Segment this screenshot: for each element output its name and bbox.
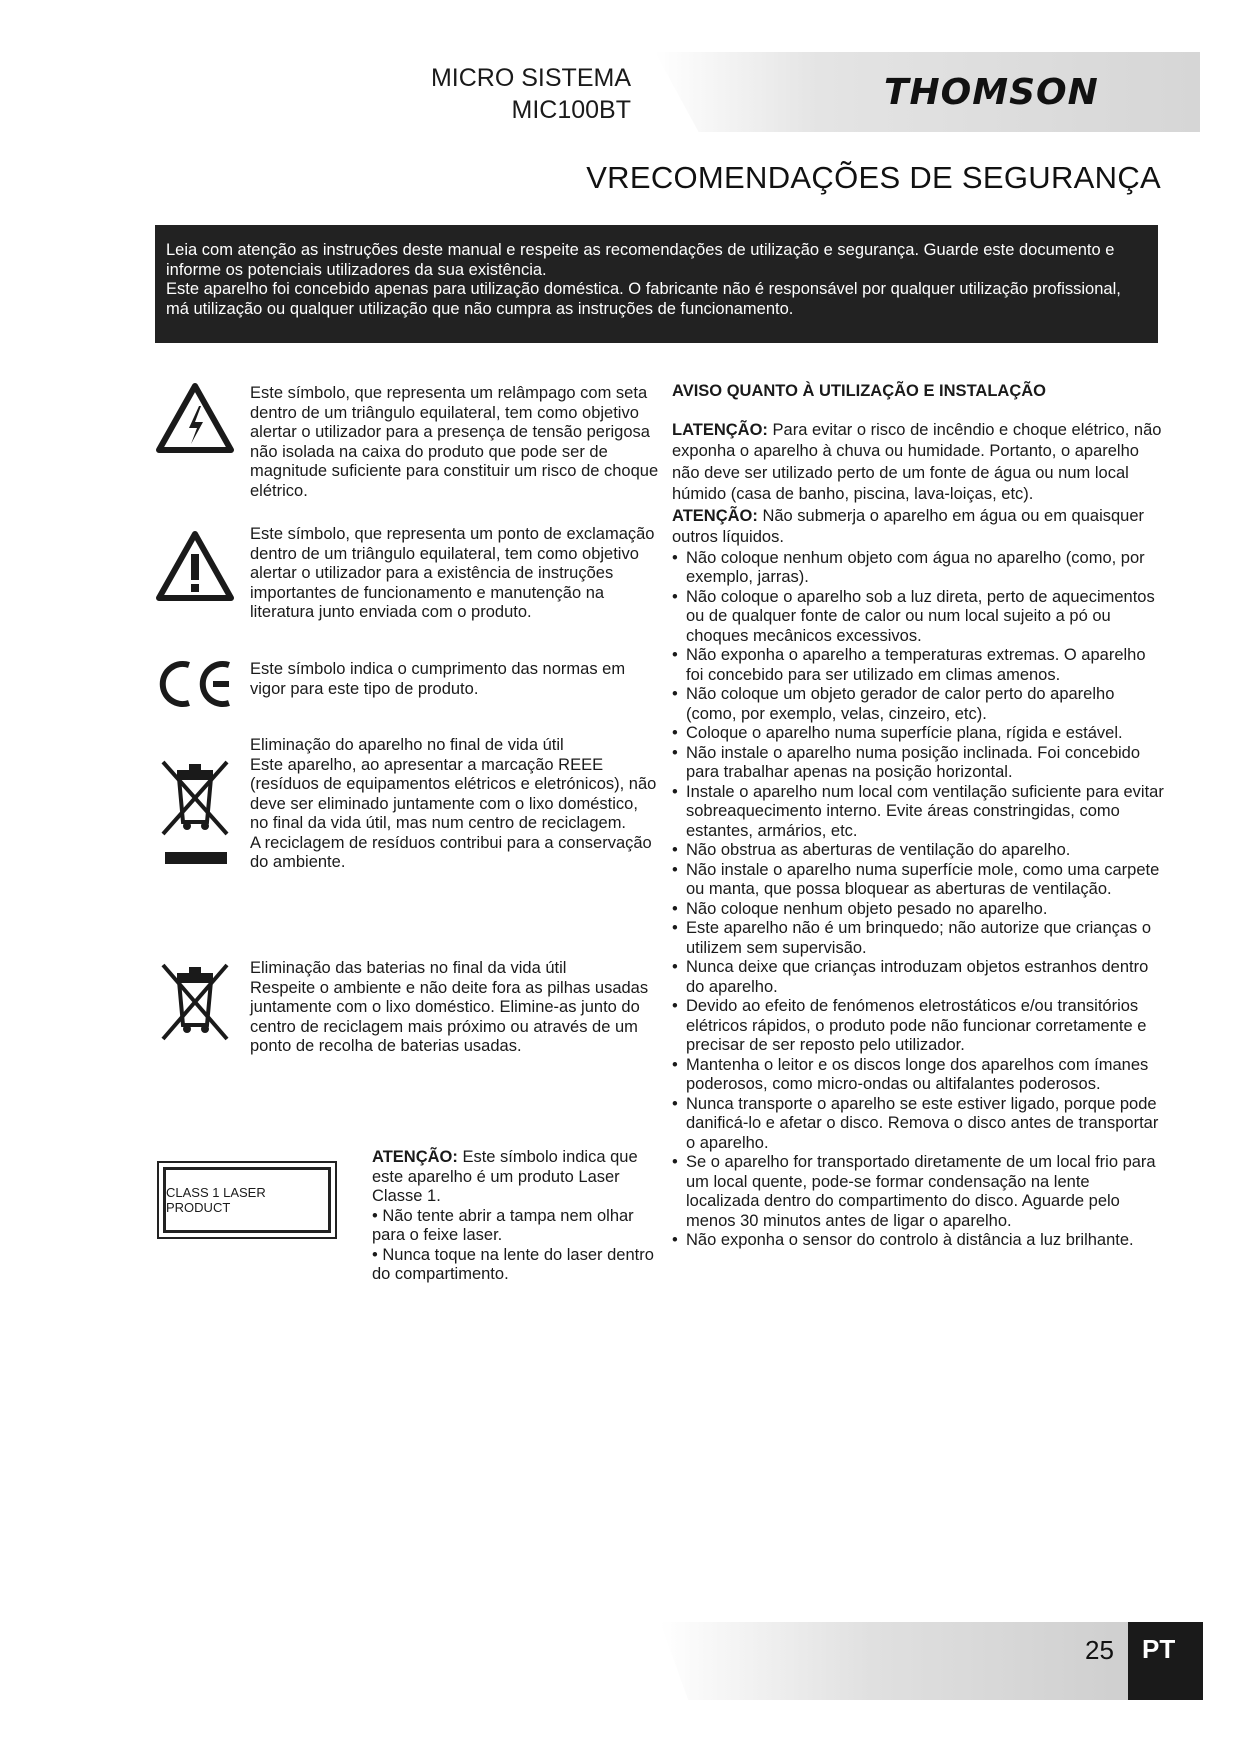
lightning-warning-icon [155,382,235,454]
laser-attention-label: ATENÇÃO: [372,1148,458,1166]
intro-text-1: Leia com atenção as instruções deste manual e respeite as recomendações de utilização e segurança. Guarde este documento e informe os potenciais utilizadores da sua existência. [166,241,1115,279]
laser-warning [372,1148,662,1285]
warning-item: • Não obstrua as aberturas de ventilação do aparelho. [672,841,1167,861]
intro-box [155,225,1158,343]
laser-class-label [157,1161,337,1239]
laser-bullet-2: • Nunca toque na lente do laser dentro do compartimento. [372,1245,654,1283]
warning-item: • Este aparelho não é um brinquedo; não autorize que crianças o utilizem sem supervisão. [672,919,1167,958]
usage-warnings-column [672,382,1167,1251]
battery-crossed-bin-icon [155,959,235,1047]
atencao-label: ATENÇÃO: [672,506,758,525]
warning-item: • Não instale o aparelho numa posição inclinada. Foi concebido para trabalhar apenas na posição horizontal. [672,744,1167,783]
exclamation-description: Este símbolo, que representa um ponto de exclamação dentro de um triângulo equilateral, tem como objetivo alertar o utilizador para a existência de instruções importantes de funcionamento e manutenção na literatura junto enviada com o produto. [250,525,655,621]
warning-item: • Nunca transporte o aparelho se este estiver ligado, porque pode danificá-lo e afetar o disco. Remova o disco antes de transportar o aparelho. [672,1095,1167,1154]
warnings-list [672,549,1167,1251]
weee-title: Eliminação do aparelho no final de vida útil [250,736,564,754]
warning-item: • Se o aparelho for transportado diretamente de um local frio para um local quente, pode-se formar condensação na lente localizada dentro do compartimento do disco. Aguarde pelo menos 30 minutos antes de ligar o aparelho. [672,1153,1167,1231]
exclamation-warning-icon [155,530,235,602]
weee-body: Este aparelho, ao apresentar a marcação REEE (resíduos de equipamentos elétricos e eletrónicos), não deve ser eliminado juntamente com o lixo doméstico, no final da vida útil, mas num centro de reciclagem. [250,755,657,832]
latencao-text: Para evitar o risco de incêndio e choque elétrico, não exponha o aparelho à chuva ou humidade. Portanto, o aparelho não deve ser utilizado perto de um fonte de água ou num local húmido (casa de banho, piscina, lava-loiças, etc). [672,420,1162,503]
page-title: VRECOMENDAÇÕES DE SEGURANÇA [586,160,1161,195]
warning-item: • Instale o aparelho num local com ventilação suficiente para evitar sobreaquecimento interno. Evite áreas constringidas, como estantes, armários, etc. [672,783,1167,842]
battery-title: Eliminação das baterias no final da vida útil [250,959,567,977]
battery-body: Respeite o ambiente e não deite fora as pilhas usadas juntamente com o lixo doméstico. Elimine-as junto do centro de reciclagem mais próximo ou através de um ponto de recolha de baterias usadas. [250,978,649,1055]
latencao-paragraph [672,420,1167,506]
laser-bullet-1: • Não tente abrir a tampa nem olhar para o feixe laser. [372,1206,634,1244]
warning-item: • Não coloque o aparelho sob a luz direta, perto de aquecimentos ou de qualquer fonte de calor ou num local sujeito a pó ou choques mecânicos excessivos. [672,588,1167,647]
laser-attention-text: Este símbolo indica que este aparelho é um produto Laser Classe 1. [372,1148,638,1205]
atencao-text: Não submerja o aparelho em água ou em quaisquer outros líquidos. [672,506,1145,546]
laser-class-label-text: CLASS 1 LASER PRODUCT [163,1167,331,1233]
warning-item: • Nunca deixe que crianças introduzam objetos estranhos dentro do aparelho. [672,958,1167,997]
warnings-heading: AVISO QUANTO À UTILIZAÇÃO E INSTALAÇÃO [672,382,1046,400]
weee-crossed-bin-icon [155,756,235,868]
model-number: MIC100BT [511,96,631,124]
page-number: 25 [1085,1635,1114,1665]
lightning-description: Este símbolo, que representa um relâmpago com seta dentro de um triângulo equilateral, tem como objetivo alertar o utilizador para a presença de tensão perigosa não isolada na caixa do produto que pode ser de magnitude suficiente para constituir um risco de choque elétrico. [250,384,659,500]
warning-item: • Não instale o aparelho numa superfície mole, como uma carpete ou manta, que possa bloquear as aberturas de ventilação. [672,861,1167,900]
warning-item: • Coloque o aparelho numa superfície plana, rígida e estável. [672,724,1167,744]
language-badge: PT [1128,1622,1203,1700]
latencao-label: LATENÇÃO: [672,420,768,439]
product-line: MICRO SISTEMA [430,64,631,92]
footer-band [660,1622,1130,1700]
warning-item: • Não coloque um objeto gerador de calor perto do aparelho (como, por exemplo, velas, cinzeiro, etc). [672,685,1167,724]
product-name [431,62,631,126]
warning-item: • Não exponha o aparelho a temperaturas extremas. O aparelho foi concebido para ser utilizado em climas amenos. [672,646,1167,685]
brand-logo: THOMSON [884,72,1099,113]
warning-item: • Mantenha o leitor e os discos longe dos aparelhos com ímanes poderosos, como micro-ondas ou altifalantes poderosos. [672,1056,1167,1095]
warning-item: • Não exponha o sensor do controlo à distância a luz brilhante. [672,1231,1167,1251]
intro-text-2: Este aparelho foi concebido apenas para utilização doméstica. O fabricante não é responsável por qualquer utilização profissional, má utilização ou qualquer utilização que não cumpra as instruções de funcionamento. [166,280,1121,318]
warning-item: • Não coloque nenhum objeto pesado no aparelho. [672,900,1167,920]
ce-description: Este símbolo indica o cumprimento das normas em vigor para este tipo de produto. [250,660,626,698]
ce-mark-icon [155,659,235,709]
atencao-paragraph [672,506,1167,549]
warning-item: • Devido ao efeito de fenómenos eletrostáticos e/ou transitórios elétricos rápidos, o produto pode não funcionar corretamente e precisar de ser reposto pelo utilizador. [672,997,1167,1056]
weee-extra: A reciclagem de resíduos contribui para a conservação do ambiente. [250,833,652,871]
warning-item: • Não coloque nenhum objeto com água no aparelho (como, por exemplo, jarras). [672,549,1167,588]
